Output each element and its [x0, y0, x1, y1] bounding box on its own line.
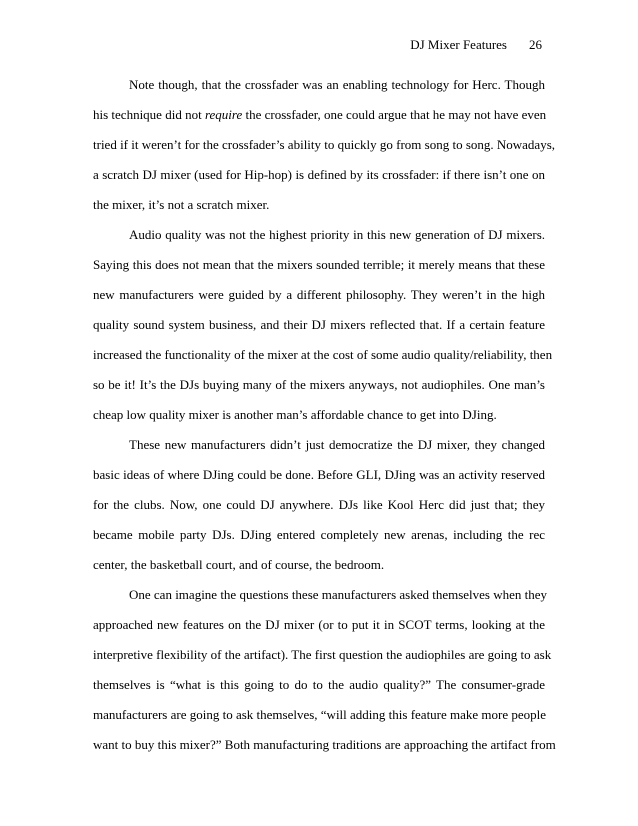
paragraph-4-line-3: interpretive flexibility of the artifact). The first question the audiophiles are going to ask — [93, 647, 552, 662]
paragraph-2-line-1: Audio quality was not the highest priority in this new generation of DJ mixers. — [129, 227, 545, 242]
paragraph-3-line-5: center, the basketball court, and of course, the bedroom. — [93, 557, 385, 572]
paragraph-1-line-4: a scratch DJ mixer (used for Hip-hop) is defined by its crossfader: if there isn’t one on — [93, 167, 545, 182]
paragraph-2-line-2: Saying this does not mean that the mixers sounded terrible; it merely means that these — [93, 257, 545, 272]
line-text-segment: the crossfader, one could argue that he may not have even — [242, 107, 547, 122]
paragraph-2-line-4: quality sound system business, and their DJ mixers reflected that. If a certain feature — [93, 317, 545, 332]
paragraph-3-line-2: basic ideas of where DJing could be done. Before GLI, DJing was an activity reserved — [93, 467, 545, 482]
emphasis-require: require — [204, 107, 243, 122]
paragraph-4-line-4: themselves is “what is this going to do to the audio quality?” The consumer-grade — [93, 677, 545, 692]
paragraph-2-line-3: new manufacturers were guided by a different philosophy. They weren’t in the high — [93, 287, 545, 302]
paragraph-4-line-5: manufacturers are going to ask themselves, “will adding this feature make more people — [93, 707, 547, 722]
line-text-segment: his technique did not — [93, 107, 205, 122]
paragraph-1-line-1: Note though, that the crossfader was an enabling technology for Herc. Though — [129, 77, 545, 92]
page-number: 26 — [529, 37, 542, 52]
body-text — [93, 70, 556, 760]
paragraph-2-line-6: so be it! It’s the DJs buying many of the mixers anyways, not audiophiles. One man’s — [93, 377, 545, 392]
paragraph-1-line-5: the mixer, it’s not a scratch mixer. — [93, 197, 270, 212]
paragraph-3-line-3: for the clubs. Now, one could DJ anywhere. DJs like Kool Herc did just that; they — [93, 497, 545, 512]
paragraph-1-line-2 — [93, 100, 545, 130]
paragraph-1-line-3: tried if it weren’t for the crossfader’s ability to quickly go from song to song. Nowadays, — [93, 137, 556, 152]
paragraph-4-line-6: want to buy this mixer?” Both manufacturing traditions are approaching the artifact from — [93, 737, 556, 752]
paragraph-4-line-2: approached new features on the DJ mixer (or to put it in SCOT terms, looking at the — [93, 617, 545, 632]
running-title: DJ Mixer Features — [410, 37, 507, 52]
paragraph-2-line-5: increased the functionality of the mixer at the cost of some audio quality/reliability, then — [93, 347, 553, 362]
paragraph-4-line-1: One can imagine the questions these manufacturers asked themselves when they — [129, 587, 548, 602]
paragraph-3-line-4: became mobile party DJs. DJing entered completely new arenas, including the rec — [93, 527, 545, 542]
paragraph-2-line-7: cheap low quality mixer is another man’s affordable chance to get into DJing. — [93, 407, 497, 422]
paragraph-3-line-1: These new manufacturers didn’t just democratize the DJ mixer, they changed — [129, 437, 545, 452]
running-head — [410, 36, 542, 54]
